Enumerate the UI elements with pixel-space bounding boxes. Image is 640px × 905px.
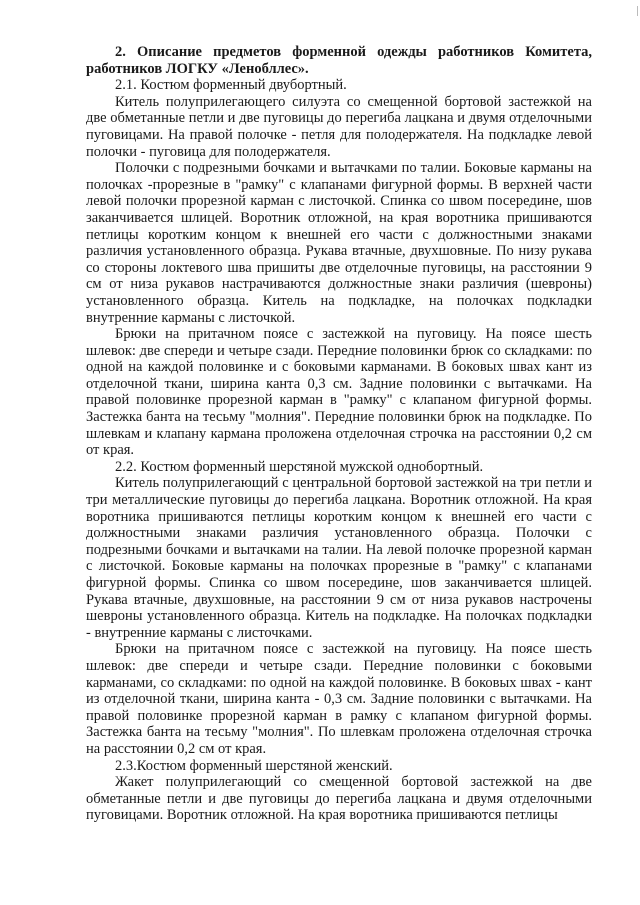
subsection-title-2-1: 2.1. Костюм форменный двубортный.: [115, 77, 347, 94]
paragraph-2-3-jacket: Жакет полуприлегающий со смещенной бортовой застежкой на две обметанные петли и две пуговицы до перегиба лацкана и двумя отделочными пуговицами. Воротник отложной. На края воротника пришиваются петлицы: [86, 774, 592, 824]
section-heading: 2. Описание предметов форменной одежды работников Комитета, работников ЛОГКУ «Ленобллес».: [86, 44, 592, 77]
scan-edge-mark: [637, 6, 638, 16]
paragraph-2-2-jacket: Китель полуприлегающий с центральной бортовой застежкой на три петли и три металлические пуговицы до перегиба лацкана. Воротник отложной. На края воротника пришиваются петлицы коротким концом к внешней его части с должностными знаками различия установленного образца. Полочки с подрезными бочками и вытачками на талии. На левой полочке прорезной карман с листочкой. Боковые карманы на полочках прорезные в "рамку" с клапанами фигурной формы. Спинка со швом посередине, шов заканчивается шлицей. Рукава втачные, двухшовные, на расстоянии 9 см от низа рукавов настрочены шевроны установленного образца. Китель на подкладке. На полочках подкладки - внутренние карманы с листочками.: [86, 475, 592, 641]
paragraph-2-1-jacket-details: Полочки с подрезными бочками и вытачками по талии. Боковые карманы на полочках -прорезные в "рамку" с клапанами фигурной формы. В верхней части левой полочки прорезной карман с листочкой. Спинка со швом посередине, шов заканчивается шлицей. Воротник отложной, на края воротника пришиваются петлицы коротким концом к внешней его части с должностными знаками различия установленного образца. Рукава втачные, двухшовные. По низу рукава со стороны локтевого шва пришиты две отделочные пуговицы, на расстоянии 9 см от низа рукавов настрачиваются должностные знаки различия (шевроны) установленного образца. Китель на подкладке, на полочках подкладки внутренние карманы с листочкой.: [86, 160, 592, 326]
paragraph-2-1-trousers: Брюки на притачном поясе с застежкой на пуговицу. На поясе шесть шлевок: две спереди и четыре сзади. Передние половинки брюк со складками: по одной на каждой половинке и с боковыми карманами. В боковых швах кант из отделочной ткани, ширина канта 0,3 см. Задние половинки с вытачками. На правой половинке прорезной карман в "рамку" с клапаном фигурной формы. Застежка банта на тесьму "молния". Передние половинки брюк на подкладке. По шлевкам и клапану кармана проложена отделочная строчка на расстоянии 0,2 см от края.: [86, 326, 592, 459]
subsection-title-2-2: 2.2. Костюм форменный шерстяной мужской однобортный.: [115, 458, 484, 475]
subsection-title-2-3: 2.3.Костюм форменный шерстяной женский.: [115, 757, 393, 774]
document-page: [86, 44, 592, 824]
paragraph-2-1-jacket: Китель полуприлегающего силуэта со смещенной бортовой застежкой на две обметанные петли и две пуговицы до перегиба лацкана и двумя отделочными пуговицами. На правой полочке - петля для полодержателя. На подкладке левой полочки - пуговица для полодержателя.: [86, 93, 592, 160]
paragraph-2-2-trousers: Брюки на притачном поясе с застежкой на пуговицу. На поясе шесть шлевок: две спереди и четыре сзади. Передние половинки с боковыми карманами, со складками: по одной на каждой половинке. В боковых швах - кант из отделочной ткани, ширина канта - 0,3 см. Задние половинки с вытачками. На правой половинке прорезной карман в рамку с клапаном фигурной формы. Застежка банта на тесьму "молния". По шлевкам проложена отделочная строчка на расстоянии 0,2 см от края.: [86, 641, 592, 757]
